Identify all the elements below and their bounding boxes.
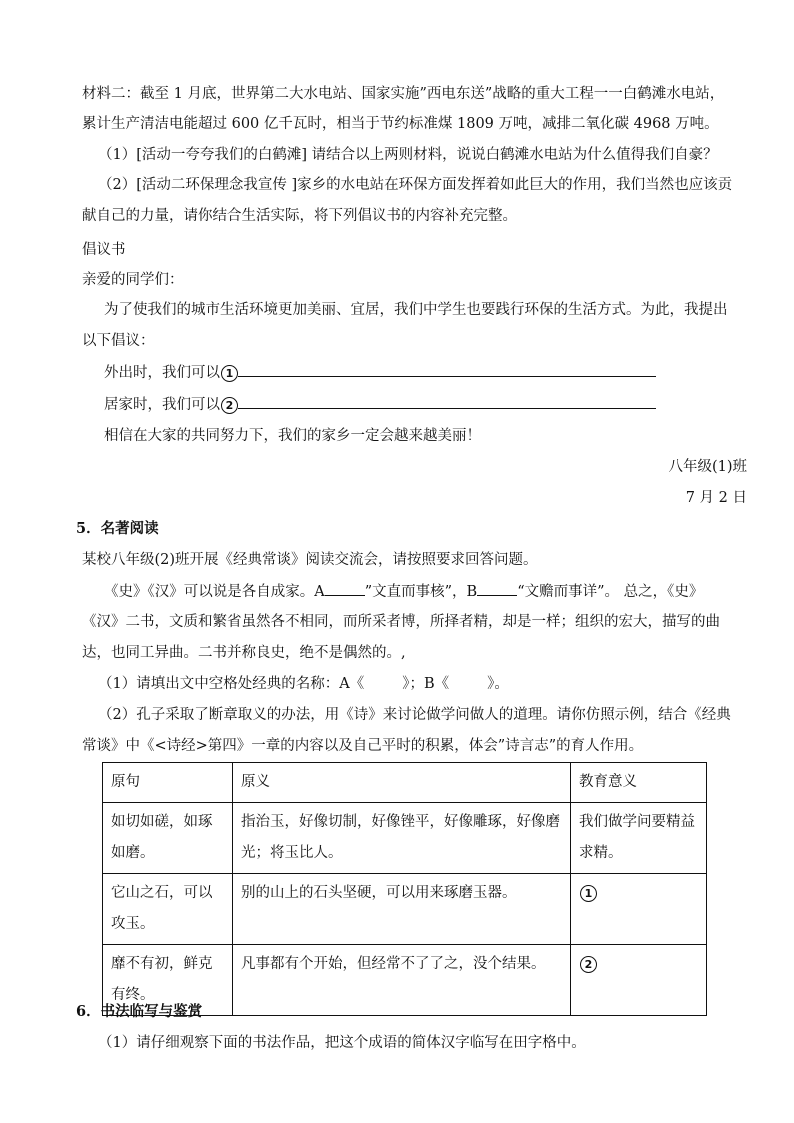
proposal-item-1 xyxy=(104,362,656,383)
section-5-para2: 《汉》二书，文质和繁省虽然各不相同，而所采者博，所择者精，却是一样；组织的宏大，描写的曲 xyxy=(82,614,720,630)
circled-number-1-icon: 1 xyxy=(221,365,238,382)
answer-blank-1[interactable] xyxy=(238,362,656,377)
proposal-item-2-label: 居家时，我们可以 xyxy=(104,397,220,413)
table-cell-meaning: 凡事都有个开始，但经常不了了之，没个结果。 xyxy=(233,945,571,1016)
para1-part-c: “文赡而事详”。 总之，《史》 xyxy=(517,584,704,600)
section-5-para3: 达，也同工异曲。二书并称良史，绝不是偶然的。, xyxy=(82,645,406,661)
section-6-heading: 6．书法临写与鉴赏 xyxy=(76,1003,203,1020)
table-header-education: 教育意义 xyxy=(571,763,707,803)
proposal-item-2 xyxy=(104,394,656,415)
blank-b[interactable] xyxy=(477,581,517,596)
proposal-closing: 相信在大家的共同努力下，我们的家乡一定会越来越美丽！ xyxy=(104,428,481,444)
table-cell-education: 我们做学问要精益求精。 xyxy=(571,803,707,874)
para1-part-a: 《史》《汉》可以说是各自成家。A xyxy=(104,584,325,600)
table-cell-original: 靡不有初，鲜克有终。 xyxy=(103,945,233,1016)
table-header-original: 原句 xyxy=(103,763,233,803)
para1-part-b: ”文直而事核”，B xyxy=(364,584,478,600)
section-5-question-2-line1: （2）孔子采取了断章取义的办法，用《诗》来讨论做学问做人的道理。请你仿照示例，结合《经典 xyxy=(98,707,731,723)
circled-number-1-icon: 1 xyxy=(580,885,597,902)
material2-line2: 累计生产清洁电能超过 600 亿千瓦时，相当于节约标准煤 1809 万吨，减排二氧化碳 4968 万吨。 xyxy=(82,116,719,132)
table-header-row xyxy=(103,763,707,803)
section-5-question-1 xyxy=(98,674,509,694)
section-6-question-1: （1）请仔细观察下面的书法作品，把这个成语的简体汉字临写在田字格中。 xyxy=(98,1035,586,1051)
section-5-question-2-line2: 常谈》中《<诗经>第四》一章的内容以及自己平时的积累，体会”诗言志”的育人作用。 xyxy=(82,738,644,754)
table-cell-meaning: 别的山上的石头坚硬，可以用来琢磨玉器。 xyxy=(233,874,571,945)
blank-a[interactable] xyxy=(325,581,365,596)
circled-number-2-icon: 2 xyxy=(580,956,597,973)
table-cell-education-answer-2[interactable] xyxy=(571,945,707,1016)
proposal-body-line1: 为了使我们的城市生活环境更加美丽、宜居，我们中学生也要践行环保的生活方式。为此，我提出 xyxy=(104,302,728,318)
table-cell-original: 如切如磋，如琢如磨。 xyxy=(103,803,233,874)
section-5-intro: 某校八年级(2)班开展《经典常谈》阅读交流会，请按照要求回答问题。 xyxy=(82,552,538,568)
proposal-title: 倡议书 xyxy=(82,242,126,258)
table-cell-education-answer-1[interactable] xyxy=(571,874,707,945)
table-cell-meaning: 指治玉，好像切制，好像锉平，好像雕琢，好像磨光；将玉比人。 xyxy=(233,803,571,874)
proposal-item-1-label: 外出时，我们可以 xyxy=(104,365,220,381)
poetry-education-table xyxy=(102,762,707,1016)
answer-blank-2[interactable] xyxy=(238,394,656,409)
question-1-activity1: （1）[活动一夸夸我们的白鹤滩] 请结合以上两则材料，说说白鹤滩水电站为什么值得我们自豪？ xyxy=(98,147,718,163)
material2-line1: 材料二：截至 1 月底，世界第二大水电站、国家实施”西电东送”战略的重大工程一一白鹤滩水电站， xyxy=(82,86,725,102)
proposal-signature: 八年级(1)班 xyxy=(668,459,747,475)
proposal-greeting: 亲爱的同学们： xyxy=(82,272,184,288)
question-2-activity2-line2: 献自己的力量，请你结合生活实际，将下列倡议书的内容补充完整。 xyxy=(82,208,517,224)
section-5-para1 xyxy=(104,581,703,602)
table-row xyxy=(103,874,707,945)
proposal-body-line2: 以下倡议： xyxy=(82,333,155,349)
proposal-date: 7 月 2 日 xyxy=(685,490,747,506)
q1-part-b: 》；B《 xyxy=(402,676,450,692)
q1-part-c: 》。 xyxy=(487,676,509,692)
table-row xyxy=(103,803,707,874)
table-header-meaning: 原义 xyxy=(233,763,571,803)
table-cell-original: 它山之石，可以攻玉。 xyxy=(103,874,233,945)
question-2-activity2-line1: （2）[活动二环保理念我宣传 ]家乡的水电站在环保方面发挥着如此巨大的作用，我们当然也应该贡 xyxy=(98,177,733,193)
circled-number-2-icon: 2 xyxy=(221,397,238,414)
section-5-heading: 5．名著阅读 xyxy=(76,520,159,537)
q1-part-a: （1）请填出文中空格处经典的名称：A《 xyxy=(98,676,365,692)
